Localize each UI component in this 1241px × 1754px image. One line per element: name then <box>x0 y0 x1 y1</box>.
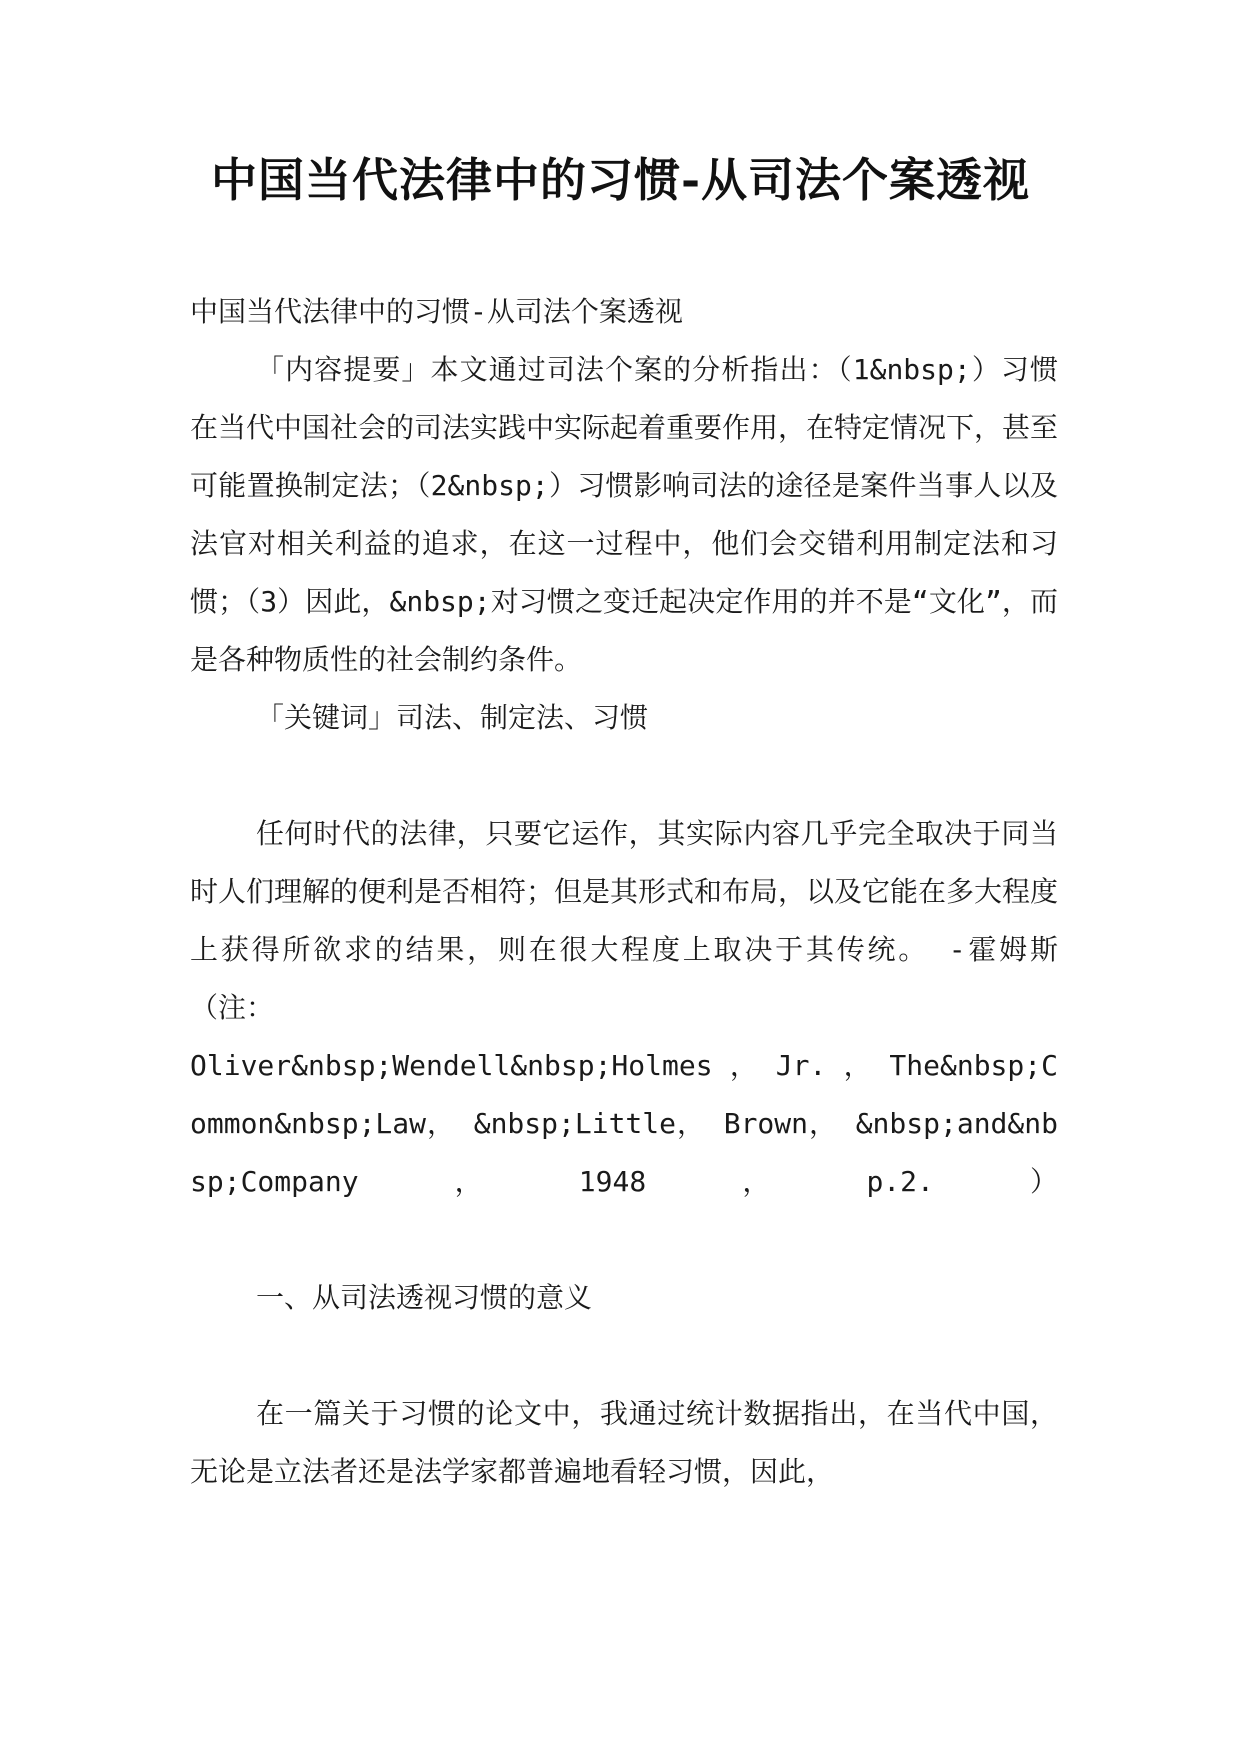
abstract-paragraph: 「内容提要」本文通过司法个案的分析指出：（1&nbsp;）习惯在当代中国社会的司法实践中实际起着重要作用，在特定情况下，甚至可能置换制定法；（2&nbsp;）习惯影响司法的途径是案件当事人以及法官对相关利益的追求，在这一过程中，他们会交错利用制定法和习惯；（3）因此，&nbsp;对习惯之变迁起决定作用的并不是“文化”，而是各种物质性的社会制约条件。 <box>190 353 1059 676</box>
epigraph-citation: Oliver&nbsp;Wendell&nbsp;Holmes ， Jr. ， The&nbsp;Common&nbsp;Law， &nbsp;Little， Brown， &nbsp;and&nbsp;Company，1948，p.2.） <box>190 1049 1058 1198</box>
keywords-line: 「关键词」司法、制定法、习惯 <box>256 701 649 734</box>
spacer <box>190 1327 1058 1385</box>
body-paragraph: 在一篇关于习惯的论文中，我通过统计数据指出，在当代中国，无论是立法者还是法学家都普遍地看轻习惯，因此， <box>190 1397 1058 1488</box>
article-subtitle: 中国当代法律中的习惯-从司法个案透视 <box>190 295 683 328</box>
document-body <box>190 283 1058 1501</box>
spacer <box>190 747 1058 805</box>
epigraph-quote: 任何时代的法律，只要它运作，其实际内容几乎完全取决于同当时人们理解的便利是否相符；但是其形式和布局，以及它能在多大程度上获得所欲求的结果，则在很大程度上取决于其传统。 -霍姆斯（注： <box>190 817 1059 1024</box>
spacer <box>190 1211 1058 1269</box>
section-heading: 一、从司法透视习惯的意义 <box>256 1281 593 1314</box>
document-title: 中国当代法律中的习惯-从司法个案透视 <box>210 153 1031 207</box>
